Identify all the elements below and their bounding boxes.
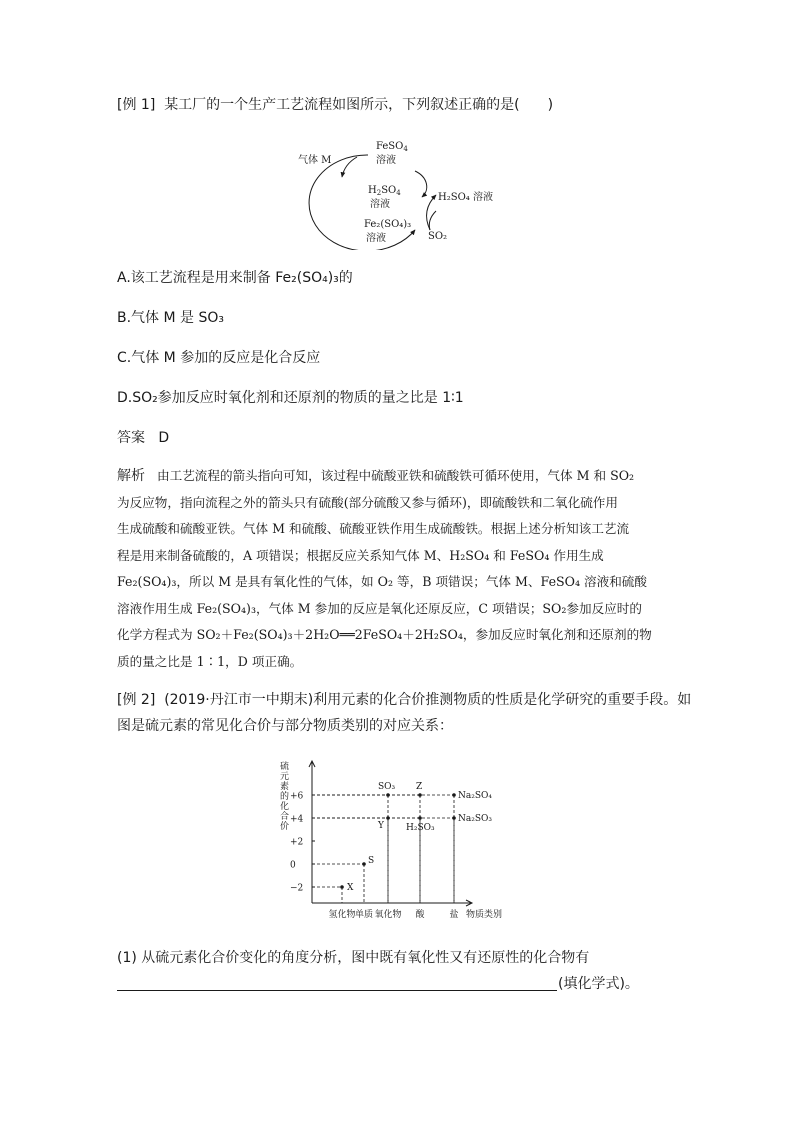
point-label: Na₂SO₄ [458, 791, 493, 801]
h2so4-inner-label: $H_2SO_4$ [368, 185, 401, 197]
so2-label: SO₂ [428, 231, 448, 242]
point-label: Na₂SO₃ [458, 814, 493, 824]
point-label: H₂SO₃ [406, 823, 435, 833]
y-axis-label-char: 素 [280, 782, 290, 792]
example2-intro-2: 图是硫元素的常见化合价与部分物质类别的对应关系： [117, 718, 453, 734]
analysis-line-7: 质的量之比是 1∶1，D 项正确。 [117, 653, 303, 669]
y-axis-label-char: 化 [280, 802, 290, 812]
answer-line [117, 428, 169, 448]
data-point [362, 862, 366, 866]
example1-label: [例 1] [117, 97, 156, 113]
feso4-label: FeSO$_4$ [376, 141, 408, 153]
y-tick-label: +4 [290, 814, 304, 825]
analysis-label: 解析 [117, 468, 145, 484]
y-axis-label-char: 的 [280, 792, 290, 802]
x-category-label: 氧化物 [374, 910, 402, 920]
option-a: A.该工艺流程是用来制备 Fe₂(SO₄)₃的 [117, 270, 353, 286]
option-c: C.气体 M 参加的反应是化合反应 [117, 350, 321, 366]
q1-suffix: (填化学式)。 [558, 976, 639, 992]
answer-label: 答案 [117, 430, 145, 446]
point-label: Z [416, 782, 423, 792]
analysis-line-1: 为反应物，指向流程之外的箭头只有硫酸(部分硫酸又参与循环)，即硫酸铁和二氧化硫作用 [117, 494, 618, 510]
y-tick-label: +2 [290, 837, 304, 848]
example2-intro-text-1: (2019·丹江市一中期末)利用元素的化合价推测物质的性质是化学研究的重要手段。如 [164, 692, 692, 708]
point-label: Y [378, 821, 384, 831]
fe2so43-solution-label: 溶液 [366, 233, 386, 244]
example2-intro-1 [117, 690, 691, 710]
analysis-line-6: 化学方程式为 SO₂＋Fe₂(SO₄)₃＋2H₂O══2FeSO₄＋2H₂SO₄，参加反应时氧化剂和还原剂的物 [117, 627, 652, 642]
gas-m-arrow [342, 157, 357, 177]
example1-question [117, 95, 553, 115]
feso4-solution-label: 溶液 [376, 155, 396, 166]
option-d: D.SO₂参加反应时氧化剂和还原剂的物质的量之比是 1∶1 [117, 390, 464, 406]
cycle-inner-arrow [415, 171, 427, 197]
data-point [452, 793, 456, 797]
y-axis-label-char: 元 [280, 772, 290, 782]
x-category-label: 单质 [354, 910, 374, 920]
x-category-label: 氢化物 [328, 910, 356, 920]
process-flow-diagram [290, 135, 520, 250]
q1-line-1: (1) 从硫元素化合价变化的角度分析，图中既有氧化性又有还原性的化合物有 [117, 950, 590, 966]
point-label: SO₃ [378, 782, 396, 792]
y-axis-label-char: 硫 [280, 762, 290, 772]
fe2so43-label: Fe₂(SO₄)₃ [364, 219, 412, 230]
h2so4-output-label: H₂SO₄ 溶液 [438, 192, 493, 203]
x-category-label: 盐 [449, 910, 459, 920]
x-axis-label: 物质类别 [465, 910, 502, 920]
analysis-block [117, 463, 652, 675]
y-tick-label: +6 [290, 791, 304, 802]
y-axis-label-char: 合 [280, 812, 290, 822]
sulfur-valence-chart [260, 755, 520, 930]
x-category-label: 酸 [415, 910, 425, 920]
analysis-line-0: 由工艺流程的箭头指向可知，该过程中硫酸亚铁和硫酸铁可循环使用，气体 M 和 SO₂ [157, 468, 635, 483]
q1-answer-blank[interactable] [117, 990, 557, 991]
gas-m-label: 气体 M [298, 155, 332, 166]
cycle-outer-arc [309, 155, 415, 250]
analysis-line-3: 程是用来制备硫酸的，A 项错误；根据反应关系知气体 M、H₂SO₄ 和 FeSO₄ 作用生成 [117, 547, 604, 563]
so2-inlet-line [429, 211, 436, 230]
data-point [340, 885, 344, 889]
option-b: B.气体 M 是 SO₃ [117, 310, 225, 326]
y-tick-label: −2 [290, 883, 304, 894]
q1-line-2 [117, 972, 677, 992]
data-point [452, 816, 456, 820]
example1-question-text: 某工厂的一个生产工艺流程如图所示，下列叙述正确的是( ) [164, 97, 554, 113]
example2-label: [例 2] [117, 692, 156, 708]
analysis-line-4: Fe₂(SO₄)₃，所以 M 是具有氧化性的气体，如 O₂ 等，B 项错误；气体 M、FeSO₄ 溶液和硫酸 [117, 574, 647, 589]
point-label: S [368, 856, 375, 866]
h2so4-inner-solution-label: 溶液 [370, 199, 390, 210]
analysis-line-5: 溶液作用生成 Fe₂(SO₄)₃，气体 M 参加的反应是氧化还原反应，C 项错误；SO₂参加反应时的 [117, 600, 642, 616]
answer-value: D [158, 430, 170, 446]
y-axis-label-char: 价 [280, 822, 290, 832]
y-tick-label: 0 [290, 860, 296, 871]
point-label: X [347, 883, 354, 893]
analysis-line-2: 生成硫酸和硫酸亚铁。气体 M 和硫酸、硫酸亚铁作用生成硫酸铁。根据上述分析知该工艺流 [117, 521, 630, 536]
